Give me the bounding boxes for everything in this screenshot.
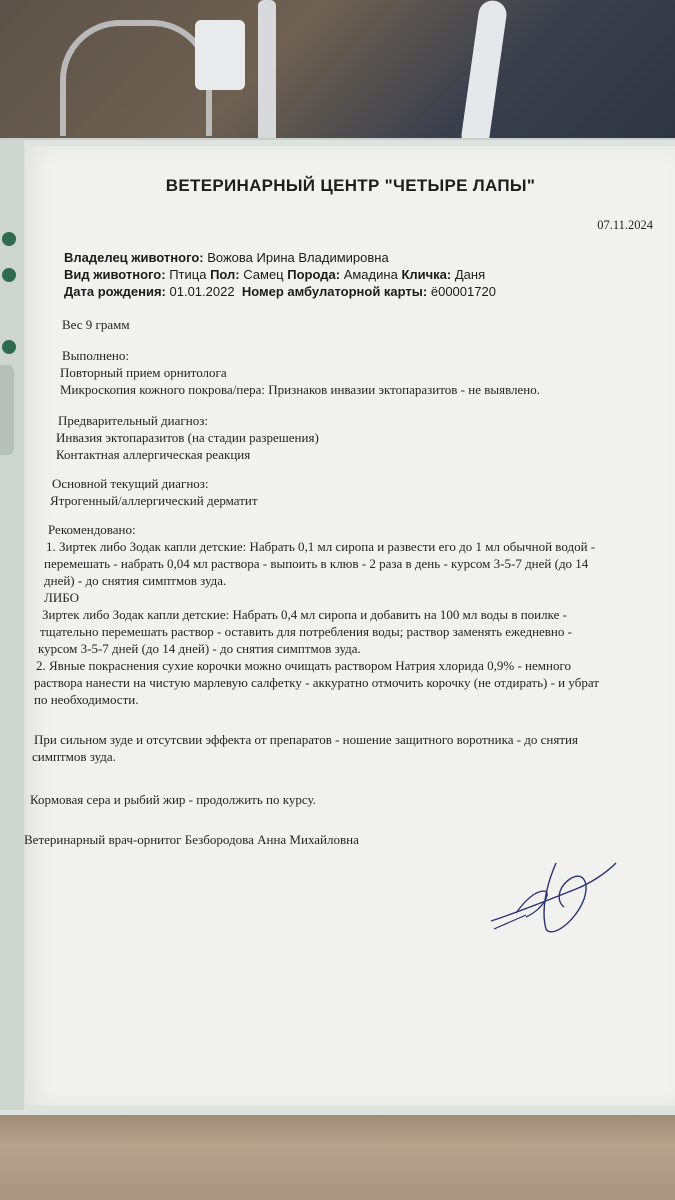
birth-value: 01.01.2022 xyxy=(169,284,235,299)
background-desk xyxy=(0,0,675,150)
feed-line: Кормовая сера и рыбий жир - продолжить по курсу. xyxy=(30,792,316,807)
prelim-item: Инвазия эктопаразитов (на стадии разрешения) xyxy=(56,430,319,445)
doctor-line: Ветеринарный врач-орнитог Безбородова Анна Михайловна xyxy=(24,832,359,847)
nickname-value: Даня xyxy=(454,267,486,282)
document-page xyxy=(26,146,675,1106)
recommendation-line: дней) - до снятия симптмов зуда. xyxy=(44,573,227,588)
done-item: Повторный прием орнитолога xyxy=(60,365,227,380)
owner-value: Вожова Ирина Владимировна xyxy=(207,250,389,265)
itch-line: симптмов зуда. xyxy=(32,749,116,764)
recommendation-line: 1. Зиртек либо Зодак капли детские: Набрать 0,1 мл сиропа и развести его до 1 мл обычной водой - xyxy=(46,539,596,554)
main-diagnosis-title: Основной текущий диагноз: xyxy=(52,476,209,491)
recommendation-line: перемешать - набрать 0,04 мл раствора - выпоить в клюв - 2 раза в день - курсом 3-5-7 дней (до 14 xyxy=(44,556,589,571)
binder-edge xyxy=(0,140,24,1110)
prelim-title: Предварительный диагноз: xyxy=(58,413,208,428)
card-value: ё00001720 xyxy=(430,284,496,299)
background-socket xyxy=(195,20,245,90)
binder-hole xyxy=(2,268,16,282)
birth-label: Дата рождения: xyxy=(64,284,166,299)
breed-value: Амадина xyxy=(343,267,398,282)
card-label: Номер амбулаторной карты: xyxy=(241,284,428,299)
species-line xyxy=(64,267,485,282)
main-diagnosis-item: Ятрогенный/аллергический дерматит xyxy=(50,493,258,508)
birth-line xyxy=(64,284,496,299)
recommendation-line: ЛИБО xyxy=(44,590,79,605)
recommendation-line: Зиртек либо Зодак капли детские: Набрать 0,4 мл сиропа и добавить на 100 мл воды в поилке - xyxy=(42,607,567,622)
owner-line xyxy=(64,250,389,265)
sex-value: Самец xyxy=(243,267,284,282)
signature xyxy=(486,851,626,941)
sex-label: Пол: xyxy=(210,267,240,282)
species-value: Птица xyxy=(169,267,207,282)
weight: Вес 9 грамм xyxy=(62,317,130,332)
document-date: 07.11.2024 xyxy=(597,218,653,232)
background-chair xyxy=(0,1110,675,1200)
recommendation-line: по необходимости. xyxy=(34,692,139,707)
recommendation-line: тщательно перемешать раствор - оставить для потребления воды; раствор заменять ежедневно - xyxy=(40,624,572,639)
background-cable xyxy=(60,20,212,136)
background-stand xyxy=(258,0,276,145)
species-label: Вид животного: xyxy=(64,267,166,282)
recommendation-line: раствора нанести на чистую марлевую салфетку - аккуратно отмочить корочку (не отдирать) - и убрат xyxy=(34,675,599,690)
done-item: Микроскопия кожного покрова/пера: Признаков инвазии эктопаразитов - не выявлено. xyxy=(60,382,540,397)
nickname-label: Кличка: xyxy=(401,267,452,282)
binder-hole xyxy=(2,232,16,246)
prelim-item: Контактная аллергическая реакция xyxy=(56,447,251,462)
recommendation-line: курсом 3-5-7 дней (до 14 дней) - до снятия симптмов зуда. xyxy=(38,641,361,656)
document-title: ВЕТЕРИНАРНЫЙ ЦЕНТР "ЧЕТЫРЕ ЛАПЫ" xyxy=(165,176,536,195)
itch-line: При сильном зуде и отсутсвии эффекта от препаратов - ношение защитного воротника - до снятия xyxy=(34,732,578,747)
done-title: Выполнено: xyxy=(62,348,129,363)
background-stand-2 xyxy=(460,0,509,151)
binder-hole xyxy=(2,340,16,354)
recommendation-line: 2. Явные покраснения сухие корочки можно очищать раствором Натрия хлорида 0,9% - немного xyxy=(36,658,571,673)
breed-label: Порода: xyxy=(287,267,341,282)
recommended-title: Рекомендовано: xyxy=(48,522,136,537)
owner-label: Владелец животного: xyxy=(64,250,204,265)
binder-stripe xyxy=(0,365,14,455)
